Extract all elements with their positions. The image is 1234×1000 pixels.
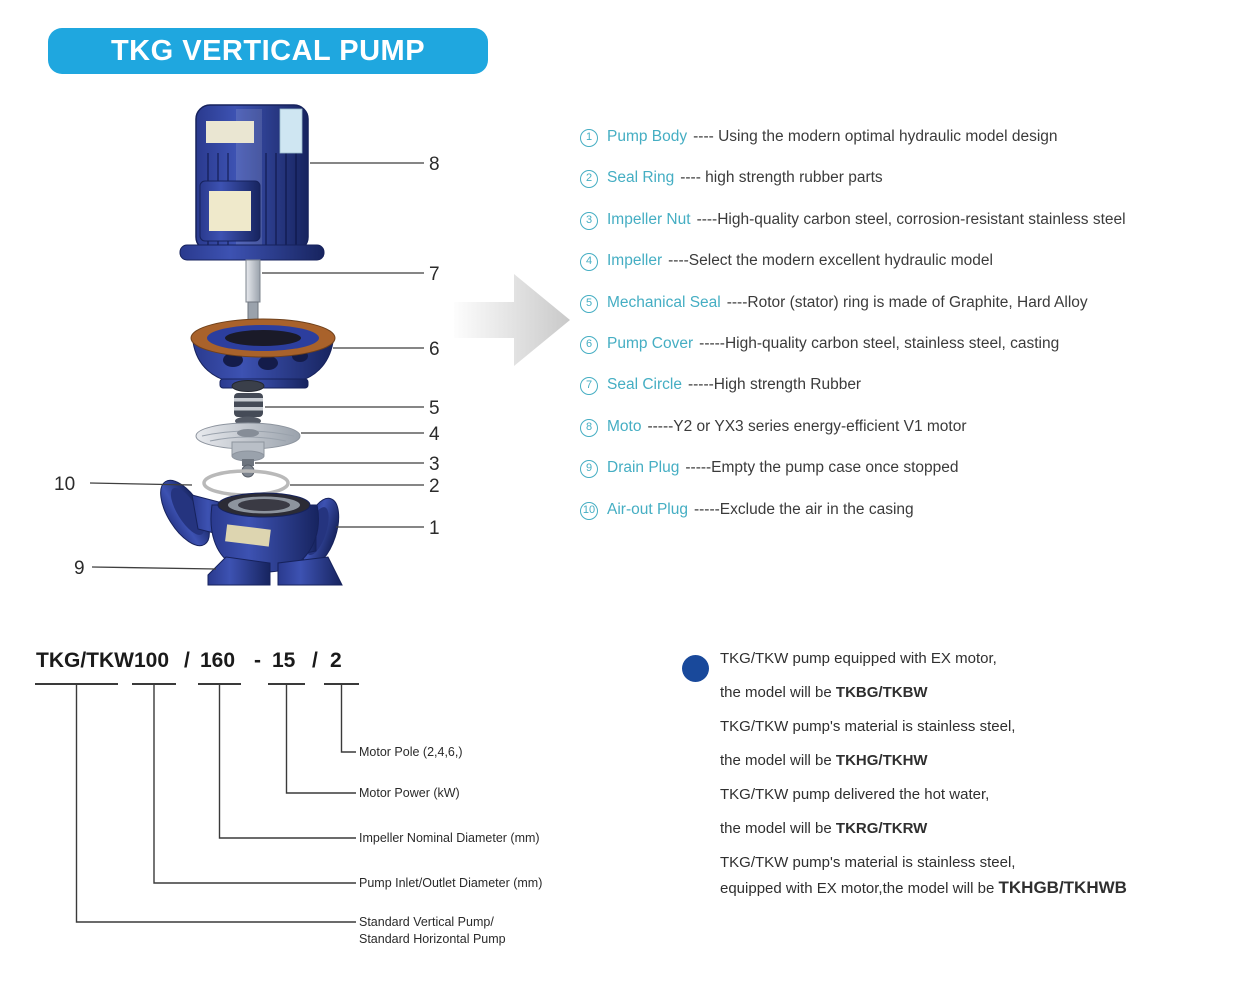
- part-name: Seal Circle: [607, 376, 682, 394]
- note-item: [720, 852, 1182, 899]
- label-motor-power: Motor Power (kW): [359, 786, 460, 800]
- part-description: -----Exclude the air in the casing: [693, 500, 914, 518]
- model-code-tree: [28, 640, 648, 985]
- circled-number: 2: [580, 170, 598, 188]
- parts-list: [580, 128, 1234, 542]
- list-item: [580, 459, 1234, 481]
- page-title: TKG VERTICAL PUMP: [110, 34, 426, 67]
- note-line: TKG/TKW pump's material is stainless steel,: [720, 854, 1016, 871]
- circled-number: 6: [580, 336, 598, 354]
- circled-number: 8: [580, 419, 598, 437]
- note-item: [720, 716, 1182, 771]
- callout-8: 8: [429, 154, 440, 175]
- part-name: Impeller Nut: [607, 210, 691, 228]
- circled-number: 1: [580, 129, 598, 147]
- note-line: TKG/TKW pump's material is stainless steel,: [720, 718, 1016, 735]
- list-item: [580, 418, 1234, 440]
- circled-number: 4: [580, 253, 598, 271]
- note-line: the model will be TKHG/TKHW: [720, 752, 928, 769]
- model-segment-pole: 2: [330, 649, 342, 672]
- circled-number: 9: [580, 460, 598, 478]
- model-code: TKHG/TKHW: [835, 752, 928, 769]
- note-line: the model will be TKRG/TKRW: [720, 820, 928, 837]
- impeller-nut-illustration: [242, 459, 254, 477]
- note-line: equipped with EX motor,the model will be TKHGB/TKHWB: [720, 878, 1127, 897]
- model-code: TKRG/TKRW: [835, 820, 928, 837]
- model-separator: /: [312, 649, 318, 672]
- shaft-illustration: [246, 260, 260, 324]
- impeller-illustration: [196, 423, 300, 461]
- list-item: [580, 294, 1234, 316]
- model-code: TKHGB/TKHWB: [998, 878, 1127, 897]
- label-pump-type-line1: Standard Vertical Pump/: [359, 915, 494, 929]
- model-separator: -: [254, 649, 261, 672]
- model-code: TKBG/TKBW: [835, 684, 928, 701]
- right-arrow-icon: [452, 258, 582, 383]
- list-item: [580, 501, 1234, 523]
- list-item: [580, 252, 1234, 274]
- label-impeller-diameter: Impeller Nominal Diameter (mm): [359, 831, 540, 845]
- part-description: -----High strength Rubber: [687, 376, 862, 394]
- list-item: [580, 169, 1234, 191]
- list-item: [580, 335, 1234, 357]
- callout-3: 3: [429, 454, 440, 475]
- callout-5: 5: [429, 398, 440, 419]
- model-variant-notes: [682, 648, 1182, 903]
- part-description: -----High-quality carbon steel, stainless steel, casting: [699, 334, 1060, 352]
- part-description: ----Select the modern excellent hydraulic model: [668, 252, 993, 270]
- callout-10: 10: [54, 474, 76, 495]
- branch-inlet: [154, 684, 356, 883]
- note-item: [720, 784, 1182, 839]
- part-description: ----Rotor (stator) ring is made of Graphite, Hard Alloy: [726, 293, 1088, 311]
- model-segment-power: 15: [272, 649, 296, 672]
- part-name: Moto: [607, 417, 642, 435]
- circled-number: 7: [580, 377, 598, 395]
- note-line: TKG/TKW pump equipped with EX motor,: [720, 650, 997, 667]
- note-item: [720, 648, 1182, 703]
- circled-number: 10: [580, 502, 598, 520]
- leader-line-9: [92, 567, 216, 569]
- part-description: -----Empty the pump case once stopped: [685, 459, 959, 477]
- part-name: Drain Plug: [607, 459, 680, 477]
- circled-number: 5: [580, 295, 598, 313]
- part-description: ---- high strength rubber parts: [680, 169, 883, 187]
- model-separator: /: [184, 649, 190, 672]
- pump-exploded-diagram: [30, 95, 460, 595]
- branch-power: [287, 684, 357, 793]
- part-description: -----Y2 or YX3 series energy-efficient V1 motor: [647, 417, 967, 435]
- list-item: [580, 128, 1234, 150]
- part-name: Air-out Plug: [607, 500, 688, 518]
- branch-impeller: [220, 684, 357, 838]
- list-item: [580, 211, 1234, 233]
- label-pump-type-line2: Standard Horizontal Pump: [359, 932, 506, 946]
- part-name: Pump Cover: [607, 334, 694, 352]
- circled-number: 3: [580, 212, 598, 230]
- callout-7: 7: [429, 264, 440, 285]
- part-name: Mechanical Seal: [607, 293, 721, 311]
- callout-4: 4: [429, 424, 440, 445]
- part-name: Impeller: [607, 252, 663, 270]
- part-name: Seal Ring: [607, 169, 675, 187]
- label-inlet-diameter: Pump Inlet/Outlet Diameter (mm): [359, 876, 543, 890]
- model-segment-inlet: 100: [134, 649, 170, 672]
- label-motor-pole: Motor Pole (2,4,6,): [359, 745, 463, 759]
- part-description: ---- Using the modern optimal hydraulic model design: [693, 128, 1058, 145]
- model-segment-brand: TKG/TKW: [36, 649, 134, 672]
- callout-6: 6: [429, 339, 440, 360]
- callout-2: 2: [429, 476, 440, 497]
- motor-illustration: [180, 105, 324, 260]
- pump-cover-illustration: [191, 319, 335, 388]
- part-description: ----High-quality carbon steel, corrosion-resistant stainless steel: [696, 210, 1126, 228]
- callout-9: 9: [74, 558, 85, 579]
- branch-pole: [342, 684, 357, 752]
- part-name: Pump Body: [607, 128, 688, 145]
- callout-1: 1: [429, 518, 440, 539]
- bullet-dot-icon: [682, 655, 709, 682]
- note-line: the model will be TKBG/TKBW: [720, 684, 928, 701]
- model-segment-impeller: 160: [200, 649, 236, 672]
- list-item: [580, 376, 1234, 398]
- branch-brand: [77, 684, 357, 922]
- note-line: TKG/TKW pump delivered the hot water,: [720, 786, 990, 803]
- title-banner: [48, 28, 488, 74]
